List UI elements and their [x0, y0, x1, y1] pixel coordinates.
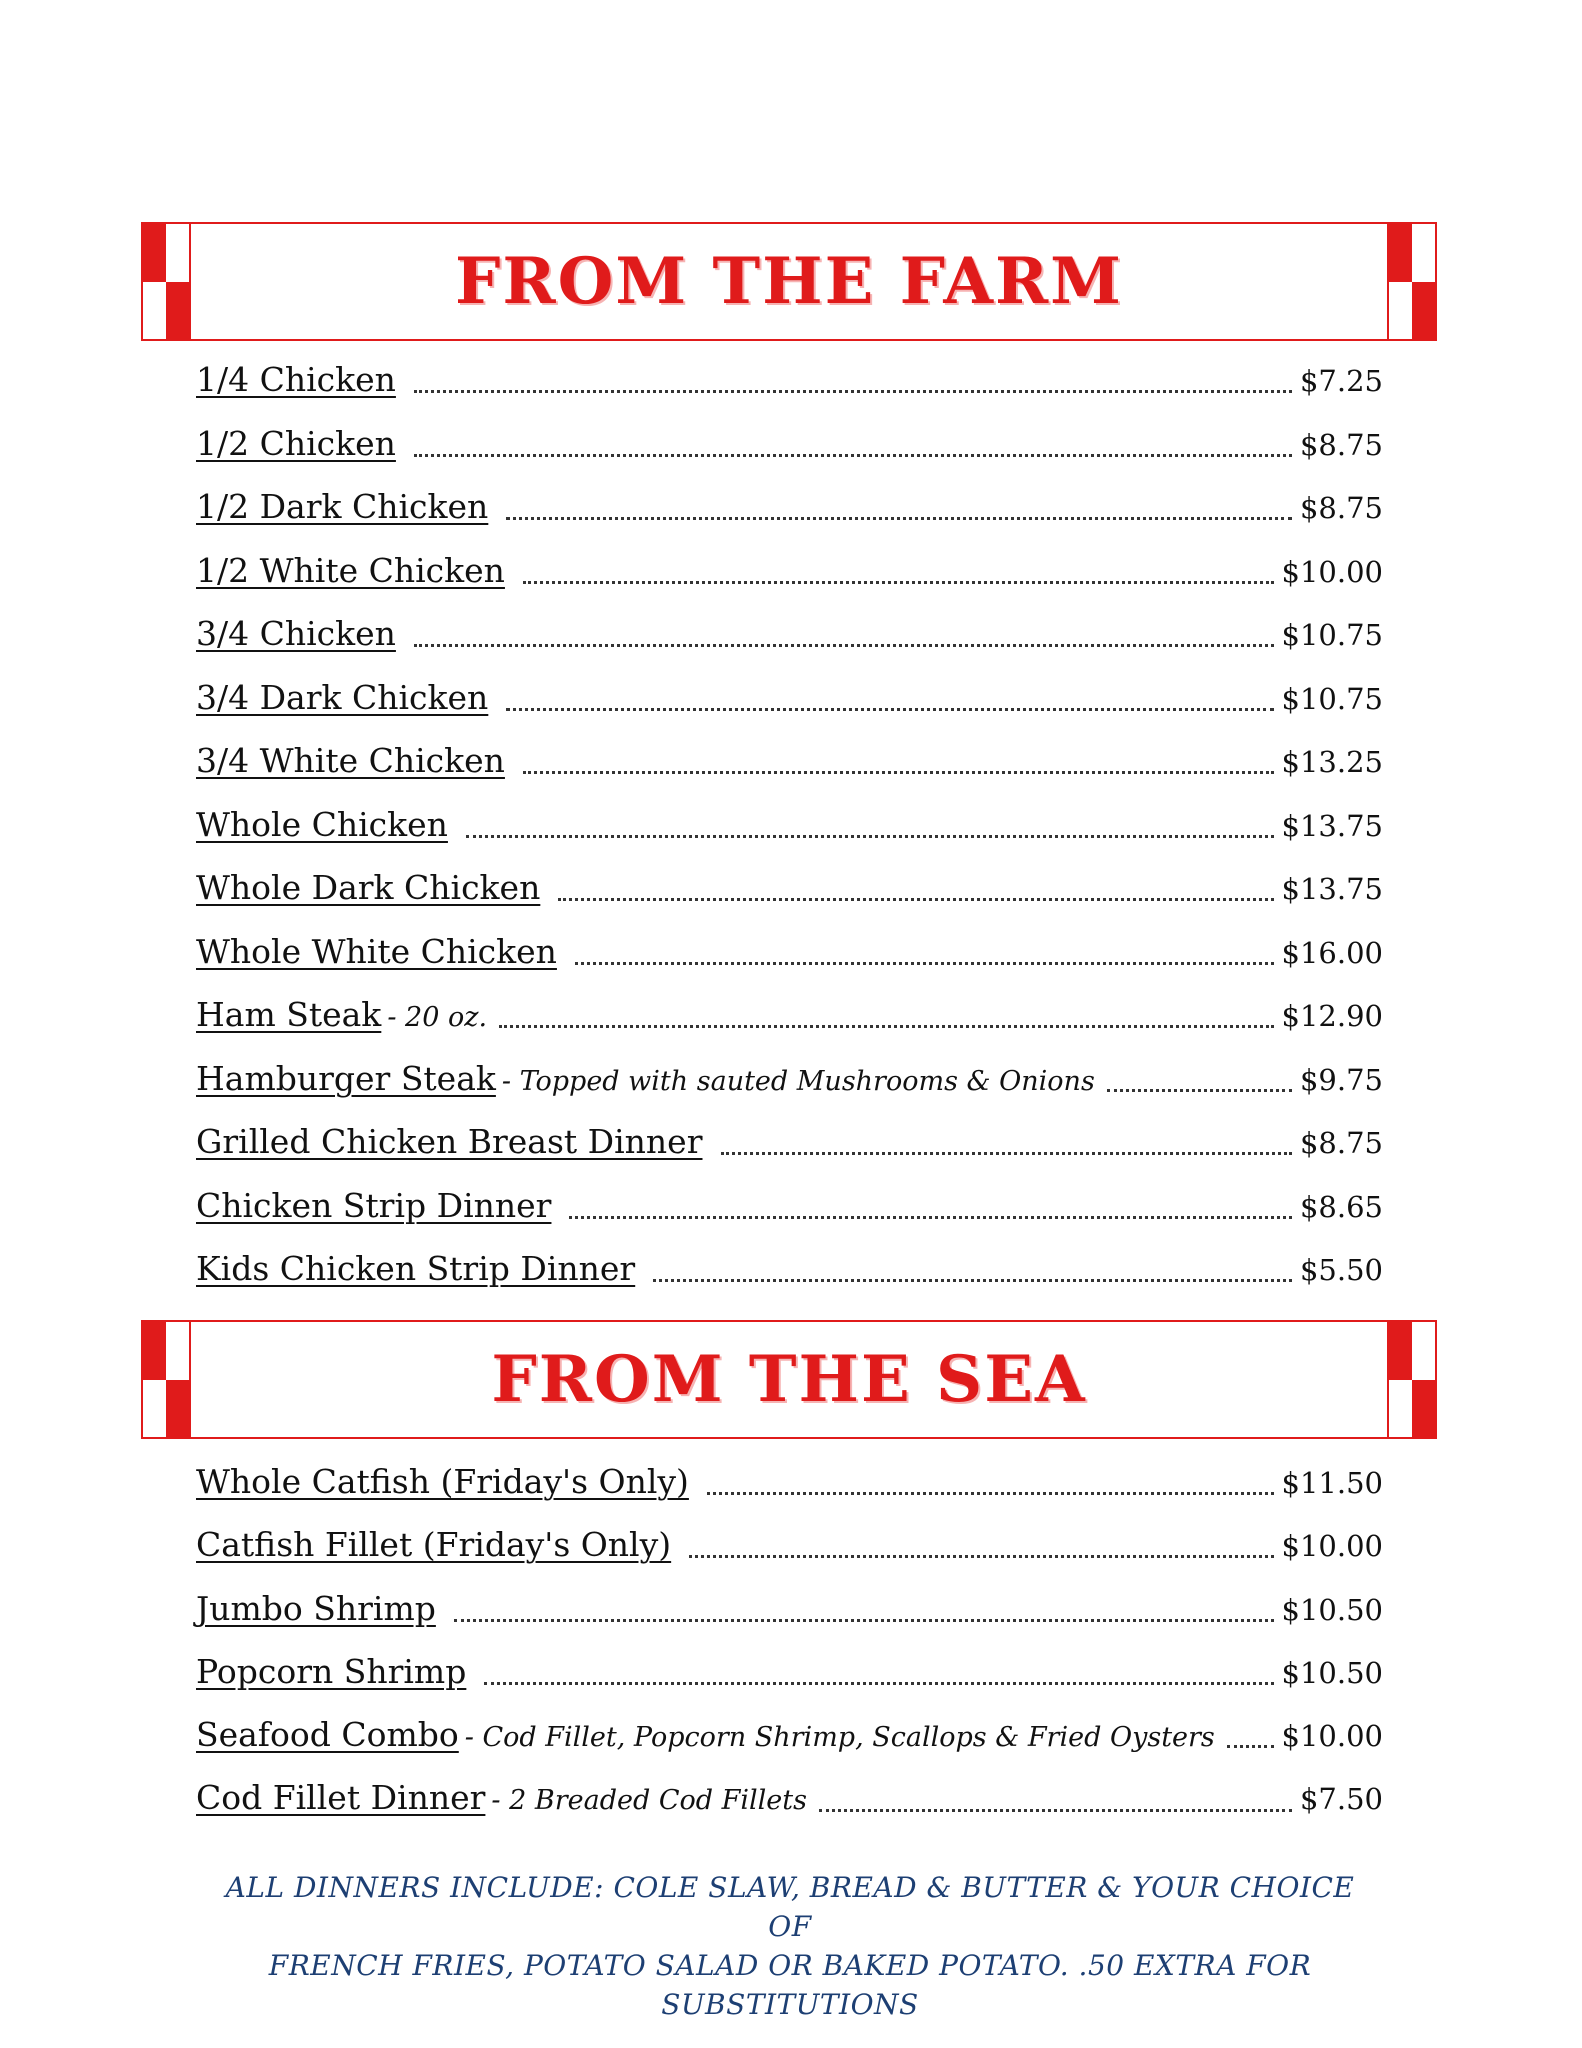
item-name: 1/2 Chicken	[196, 423, 396, 463]
item-name: Popcorn Shrimp	[196, 1651, 467, 1691]
footer-line: ALL DINNERS INCLUDE: COLE SLAW, BREAD & BUTTER & YOUR CHOICE OF	[225, 1871, 1355, 1943]
item-price: $10.75	[1281, 618, 1383, 652]
item-name: 3/4 Chicken	[196, 614, 396, 653]
item-price: $5.50	[1299, 1253, 1383, 1287]
menu-item	[196, 412, 1383, 476]
item-price: $10.75	[1281, 681, 1383, 716]
item-price: $13.75	[1281, 872, 1383, 906]
menu-item	[196, 1047, 1383, 1111]
item-name: Whole Chicken	[196, 804, 448, 844]
item-name: 3/4 White Chicken	[196, 741, 505, 780]
menu-item	[196, 475, 1383, 539]
dot-leader	[653, 1279, 1292, 1282]
menu-item	[196, 602, 1383, 666]
item-price: $13.75	[1281, 808, 1383, 843]
dot-leader	[523, 581, 1274, 584]
menu-item	[196, 539, 1383, 603]
item-price: $16.00	[1281, 935, 1383, 970]
item-price: $10.50	[1281, 1655, 1383, 1690]
menu-item	[196, 920, 1383, 984]
dot-leader	[414, 454, 1292, 457]
item-price: $9.75	[1299, 1062, 1383, 1097]
item-name: Kids Chicken Strip Dinner	[196, 1249, 636, 1288]
item-price: $8.75	[1299, 427, 1383, 462]
menu-item	[196, 1110, 1383, 1174]
item-price: $11.50	[1281, 1466, 1383, 1500]
menu-item	[196, 793, 1383, 857]
dot-leader	[414, 644, 1274, 647]
item-name: Grilled Chicken Breast Dinner	[196, 1122, 703, 1161]
menu-item	[196, 856, 1383, 920]
item-price: $10.00	[1281, 1719, 1383, 1754]
menu-item	[196, 1577, 1383, 1640]
item-name: Hamburger Steak	[196, 1058, 496, 1098]
dot-leader	[689, 1555, 1273, 1558]
menu-item	[196, 983, 1383, 1047]
section-title-farm: FROM THE FARM	[454, 244, 1124, 319]
item-name: 1/4 Chicken	[196, 360, 396, 399]
section-banner-farm	[141, 222, 1437, 341]
checker-decoration-right	[1387, 1322, 1435, 1437]
item-name: Catfish Fillet (Friday's Only)	[196, 1525, 672, 1565]
item-name: 3/4 Dark Chicken	[196, 677, 489, 717]
menu-item	[196, 1703, 1383, 1766]
item-name: Whole Dark Chicken	[196, 868, 541, 907]
item-name: Seafood Combo	[196, 1715, 459, 1755]
menu-item	[196, 1450, 1383, 1513]
item-name: Chicken Strip Dinner	[196, 1185, 552, 1225]
item-price: $10.00	[1281, 554, 1383, 589]
dot-leader	[499, 1025, 1273, 1028]
checker-decoration-left	[143, 1322, 191, 1437]
dot-leader	[454, 1619, 1274, 1622]
footer-line: FRENCH FRIES, POTATO SALAD OR BAKED POTATO. .50 EXTRA FOR	[268, 1949, 1312, 1982]
dot-leader	[569, 1216, 1292, 1219]
item-price: $8.65	[1299, 1189, 1383, 1224]
item-name: Cod Fillet Dinner	[196, 1778, 486, 1818]
item-name: Whole White Chicken	[196, 931, 557, 971]
footer-line: SUBSTITUTIONS	[661, 1988, 919, 2021]
dot-leader	[707, 1492, 1274, 1495]
section-banner-sea	[141, 1320, 1437, 1439]
item-price: $10.50	[1281, 1592, 1383, 1627]
checker-decoration-left	[143, 224, 191, 339]
item-price: $13.25	[1281, 745, 1383, 779]
item-price: $12.90	[1281, 999, 1383, 1033]
dot-leader	[506, 517, 1292, 520]
dot-leader	[414, 390, 1292, 393]
dot-leader	[558, 898, 1273, 901]
item-description: - Cod Fillet, Popcorn Shrimp, Scallops & Fried Oysters	[464, 1722, 1215, 1754]
dinner-includes-note	[200, 1868, 1380, 2024]
item-description: - 2 Breaded Cod Fillets	[491, 1785, 807, 1817]
menu-item	[196, 1237, 1383, 1301]
item-description: - 20 oz.	[387, 1002, 488, 1033]
dot-leader	[1107, 1089, 1292, 1092]
item-description: - Topped with sauted Mushrooms & Onions	[501, 1065, 1095, 1097]
sea-menu-list	[196, 1450, 1383, 1830]
dot-leader	[1227, 1745, 1274, 1748]
item-price: $7.50	[1299, 1782, 1383, 1817]
item-name: 1/2 Dark Chicken	[196, 487, 489, 526]
menu-item	[196, 1766, 1383, 1829]
section-title-sea: FROM THE SEA	[491, 1342, 1087, 1417]
menu-item	[196, 1174, 1383, 1238]
menu-item	[196, 1513, 1383, 1576]
item-name: Ham Steak	[196, 995, 382, 1034]
dot-leader	[484, 1682, 1273, 1685]
dot-leader	[523, 771, 1274, 774]
item-price: $8.75	[1299, 491, 1383, 525]
menu-item	[196, 666, 1383, 730]
item-price: $8.75	[1299, 1126, 1383, 1160]
dot-leader	[575, 962, 1274, 965]
dot-leader	[466, 835, 1274, 838]
dot-leader	[506, 708, 1273, 711]
dot-leader	[819, 1809, 1292, 1812]
menu-item	[196, 348, 1383, 412]
dot-leader	[721, 1152, 1292, 1155]
item-name: Jumbo Shrimp	[196, 1588, 436, 1628]
item-price: $7.25	[1299, 364, 1383, 398]
item-name: Whole Catfish (Friday's Only)	[196, 1462, 689, 1501]
menu-item	[196, 729, 1383, 793]
checker-decoration-right	[1387, 224, 1435, 339]
farm-menu-list	[196, 348, 1383, 1301]
menu-item	[196, 1640, 1383, 1703]
item-name: 1/2 White Chicken	[196, 550, 505, 590]
item-price: $10.00	[1281, 1529, 1383, 1564]
